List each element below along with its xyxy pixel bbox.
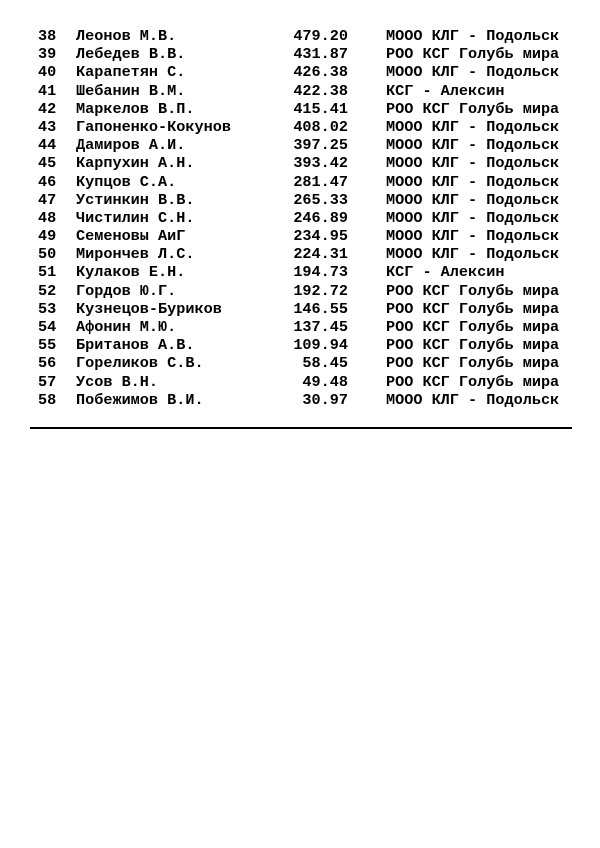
table-row (30, 118, 575, 136)
club-cell: РОО КСГ Голубь мира (386, 45, 560, 64)
name-cell: Усов В.Н. (76, 372, 159, 391)
table-row (30, 300, 575, 318)
club-cell: МООО КЛГ - Подольск (386, 245, 560, 264)
name-cell: Маркелов В.П. (76, 99, 195, 118)
place-cell: 43 (38, 117, 57, 136)
place-cell: 58 (38, 390, 57, 409)
name-cell: Мирончев Л.С. (76, 245, 195, 264)
club-cell: МООО КЛГ - Подольск (386, 390, 560, 409)
place-cell: 51 (38, 263, 57, 282)
table-row (30, 154, 575, 172)
table-row (30, 136, 575, 154)
table-row (30, 227, 575, 245)
score-cell: 397.25 (293, 136, 348, 155)
name-cell: Купцов С.А. (76, 172, 177, 191)
club-cell: МООО КЛГ - Подольск (386, 154, 560, 173)
table-row (30, 191, 575, 209)
club-cell: КСГ - Алексин (386, 81, 505, 100)
place-cell: 57 (38, 372, 57, 391)
club-cell: РОО КСГ Голубь мира (386, 299, 560, 318)
table-row (30, 282, 575, 300)
club-cell: МООО КЛГ - Подольск (386, 172, 560, 191)
name-cell: Леонов М.В. (76, 27, 177, 45)
club-cell: МООО КЛГ - Подольск (386, 208, 560, 227)
place-cell: 48 (38, 208, 57, 227)
score-cell: 146.55 (293, 299, 348, 318)
club-cell: МООО КЛГ - Подольск (386, 227, 560, 246)
place-cell: 40 (38, 63, 57, 82)
table-row (30, 45, 575, 63)
name-cell: Шебанин В.М. (76, 81, 186, 100)
club-cell: РОО КСГ Голубь мира (386, 354, 560, 373)
table-bottom-rule (30, 427, 572, 429)
score-cell: 246.89 (293, 208, 348, 227)
score-cell: 281.47 (293, 172, 348, 191)
name-cell: Кузнецов-Буриков (76, 299, 222, 318)
score-cell: 194.73 (293, 263, 348, 282)
score-cell: 224.31 (293, 245, 348, 264)
name-cell: Побежимов В.И. (76, 390, 204, 409)
club-cell: МООО КЛГ - Подольск (386, 27, 560, 45)
name-cell: Гапоненко-Кокунов (76, 117, 231, 136)
score-cell: 58.45 (302, 354, 348, 373)
score-cell: 408.02 (293, 117, 348, 136)
table-row (30, 173, 575, 191)
name-cell: Дамиров А.И. (76, 136, 186, 155)
score-cell: 393.42 (293, 154, 348, 173)
club-cell: РОО КСГ Голубь мира (386, 336, 560, 355)
place-cell: 39 (38, 45, 57, 64)
name-cell: Семеновы АиГ (76, 227, 186, 246)
results-table (30, 27, 575, 409)
name-cell: Чистилин С.Н. (76, 208, 195, 227)
name-cell: Британов А.В. (76, 336, 195, 355)
club-cell: РОО КСГ Голубь мира (386, 372, 560, 391)
place-cell: 50 (38, 245, 57, 264)
score-cell: 415.41 (293, 99, 348, 118)
name-cell: Устинкин В.В. (76, 190, 195, 209)
score-cell: 431.87 (293, 45, 348, 64)
table-row (30, 245, 575, 263)
score-cell: 30.97 (302, 390, 348, 409)
club-cell: МООО КЛГ - Подольск (386, 63, 560, 82)
score-cell: 479.20 (293, 27, 348, 45)
club-cell: РОО КСГ Голубь мира (386, 99, 560, 118)
club-cell: РОО КСГ Голубь мира (386, 281, 560, 300)
name-cell: Карпухин А.Н. (76, 154, 195, 173)
score-cell: 192.72 (293, 281, 348, 300)
score-cell: 109.94 (293, 336, 348, 355)
table-row (30, 63, 575, 81)
table-row (30, 336, 575, 354)
table-row (30, 82, 575, 100)
score-cell: 265.33 (293, 190, 348, 209)
club-cell: МООО КЛГ - Подольск (386, 117, 560, 136)
name-cell: Кулаков Е.Н. (76, 263, 186, 282)
place-cell: 42 (38, 99, 57, 118)
table-row (30, 209, 575, 227)
club-cell: КСГ - Алексин (386, 263, 505, 282)
place-cell: 41 (38, 81, 57, 100)
score-cell: 234.95 (293, 227, 348, 246)
score-cell: 137.45 (293, 318, 348, 336)
place-cell: 49 (38, 227, 57, 246)
club-cell: МООО КЛГ - Подольск (386, 190, 560, 209)
place-cell: 54 (38, 318, 57, 336)
place-cell: 52 (38, 281, 57, 300)
place-cell: 45 (38, 154, 57, 173)
club-cell: МООО КЛГ - Подольск (386, 136, 560, 155)
name-cell: Гордов Ю.Г. (76, 281, 177, 300)
score-cell: 49.48 (302, 372, 348, 391)
place-cell: 47 (38, 190, 57, 209)
score-cell: 426.38 (293, 63, 348, 82)
score-cell: 422.38 (293, 81, 348, 100)
table-row (30, 263, 575, 281)
place-cell: 55 (38, 336, 57, 355)
name-cell: Лебедев В.В. (76, 45, 186, 64)
table-row (30, 391, 575, 409)
place-cell: 46 (38, 172, 57, 191)
name-cell: Афонин М.Ю. (76, 318, 177, 336)
place-cell: 53 (38, 299, 57, 318)
name-cell: Гореликов С.В. (76, 354, 204, 373)
place-cell: 44 (38, 136, 57, 155)
club-cell: РОО КСГ Голубь мира (386, 318, 560, 336)
name-cell: Карапетян С. (76, 63, 186, 82)
table-row (30, 27, 575, 45)
table-row (30, 373, 575, 391)
table-row (30, 318, 575, 336)
place-cell: 56 (38, 354, 57, 373)
table-row (30, 100, 575, 118)
table-row (30, 354, 575, 372)
place-cell: 38 (38, 27, 57, 45)
